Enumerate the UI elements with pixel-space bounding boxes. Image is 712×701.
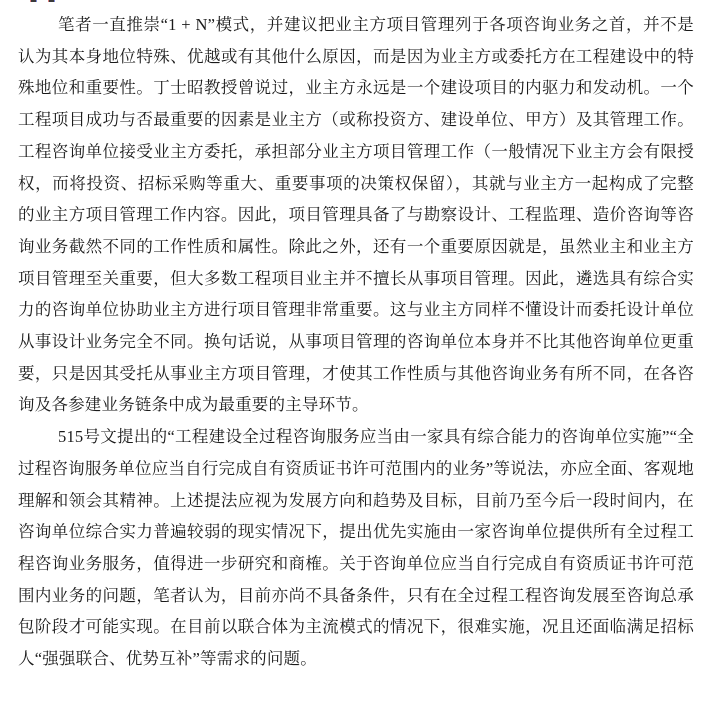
document-body <box>18 9 694 675</box>
paragraph-2: 515号文提出的“工程建设全过程咨询服务应当由一家具有综合能力的咨询单位实施”“全过程咨询服务单位应当自行完成自有资质证书许可范围内的业务”等说法，亦应全面、客观地理解和领会其精神。上述提法应视为发展方向和趋势及目标，目前乃至今后一段时间内，在咨询单位综合实力普遍较弱的现实情况下，提出优先实施由一家咨询单位提供所有全过程工程咨询业务服务，值得进一步研究和商榷。关于咨询单位应当自行完成自有资质证书许可范围内业务的问题，笔者认为，目前亦尚不具备条件，只有在全过程工程咨询发展至咨询总承包阶段才可能实现。在目前以联合体为主流模式的情况下，很难实施，况且还面临满足招标人“强强联合、优势互补”等需求的问题。 <box>18 427 694 669</box>
paragraph-1: 笔者一直推崇“1 + N”模式，并建议把业主方项目管理列于各项咨询业务之首，并不是认为其本身地位特殊、优越或有其他什么原因，而是因为业主方或委托方在工程建设中的特殊地位和重要性。丁士昭教授曾说过，业主方永远是一个建设项目的内驱力和发动机。一个工程项目成功与否最重要的因素是业主方（或称投资方、建设单位、甲方）及其管理工作。工程咨询单位接受业主方委托，承担部分业主方项目管理工作（一般情况下业主方会有限授权，而将投资、招标采购等重大、重要事项的决策权保留），其就与业主方一起构成了完整的业主方项目管理工作内容。因此，项目管理具备了与勘察设计、工程监理、造价咨询等咨询业务截然不同的工作性质和属性。除此之外，还有一个重要原因就是，虽然业主和业主方项目管理至关重要，但大多数工程项目业主并不擅长从事项目管理。因此，遴选具有综合实力的咨询单位协助业主方进行项目管理非常重要。这与业主方同样不懂设计而委托设计单位从事设计业务完全不同。换句话说，从事项目管理的咨询单位本身并不比其他咨询单位更重要，只是因其受托从事业主方项目管理，才使其工作性质与其他咨询业务有所不同，在各咨询及各参建业务链条中成为最重要的主导环节。 <box>18 15 694 415</box>
clipped-text-remnant <box>0 0 712 3</box>
